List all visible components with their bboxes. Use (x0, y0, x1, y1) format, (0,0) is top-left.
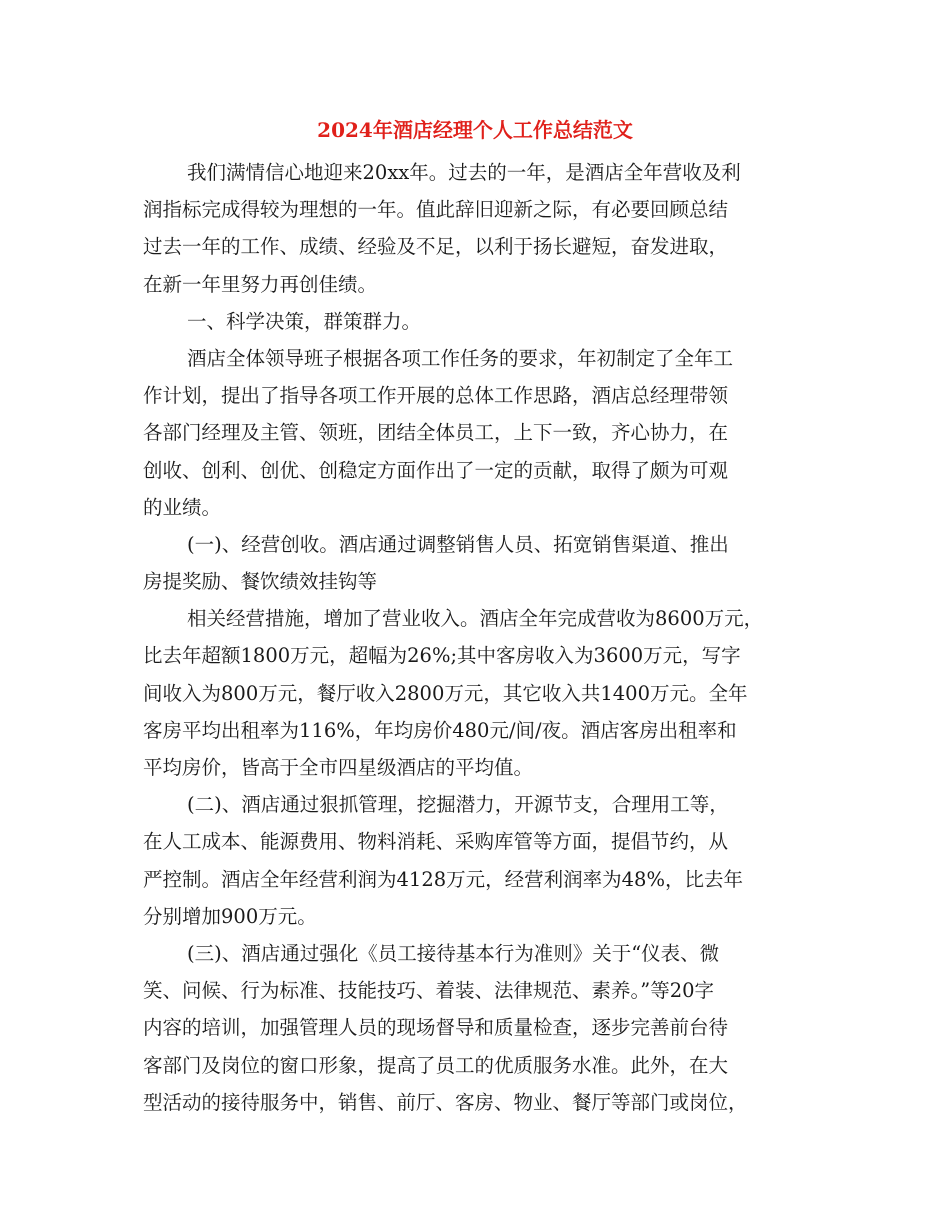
document-title: 2024年酒店经理个人工作总结范文 (317, 118, 633, 142)
text-line: 型活动的接待服务中，销售、前厅、客房、物业、餐厅等部门或岗位， (143, 1090, 748, 1114)
text-line: 相关经营措施，增加了营业收入。酒店全年完成营收为8600万元， (187, 607, 764, 631)
text-line: 客房平均出租率为116%，年均房价480元/间/夜。酒店客房出租率和 (143, 718, 737, 742)
text-line: 内容的培训，加强管理人员的现场督导和质量检查，逐步完善前台待 (143, 1016, 729, 1040)
text-line: 酒店全体领导班子根据各项工作任务的要求，年初制定了全年工 (187, 346, 734, 370)
text-line: (二)、酒店通过狠抓管理，挖掘潜力，开源节支，合理用工等， (187, 793, 729, 817)
text-line: 润指标完成得较为理想的一年。值此辞旧迎新之际，有必要回顾总结 (143, 198, 729, 222)
text-line: 房提奖励、餐饮绩效挂钩等 (143, 570, 378, 594)
text-line: 的业绩。 (143, 495, 222, 519)
text-line: 比去年超额1800万元，超幅为26%;其中客房收入为3600万元，写字 (143, 644, 741, 668)
text-line: 一、科学决策，群策群力。 (187, 309, 422, 333)
text-line: 创收、创利、创优、创稳定方面作出了一定的贡献，取得了颇为可观 (143, 458, 729, 482)
text-line: (一)、经营创收。酒店通过调整销售人员、拓宽销售渠道、推出 (187, 532, 729, 556)
text-line: 平均房价，皆高于全市四星级酒店的平均值。 (143, 756, 534, 779)
document-body (143, 154, 815, 1121)
text-line: 笑、问候、行为标准、技能技巧、着装、法律规范、素养。”等20字 (143, 979, 715, 1003)
text-line: 客部门及岗位的窗口形象，提高了员工的优质服务水准。此外，在大 (143, 1053, 729, 1077)
text-line: (三)、酒店通过强化《员工接待基本行为准则》关于“仪表、微 (187, 941, 720, 965)
text-line: 我们满情信心地迎来20xx年。过去的一年，是酒店全年营收及利 (187, 161, 741, 184)
text-line: 间收入为800万元，餐厅收入2800万元，其它收入共1400万元。全年 (143, 681, 748, 705)
text-line: 各部门经理及主管、领班，团结全体员工，上下一致，齐心协力，在 (143, 421, 729, 445)
text-line: 在新一年里努力再创佳绩。 (143, 272, 378, 296)
text-line: 在人工成本、能源费用、物料消耗、采购库管等方面，提倡节约，从 (143, 830, 729, 854)
text-line: 分别增加900万元。 (143, 904, 317, 928)
text-line: 作计划，提出了指导各项工作开展的总体工作思路，酒店总经理带领 (143, 384, 729, 408)
text-line: 严控制。酒店全年经营利润为4128万元，经营利润率为48%，比去年 (143, 867, 743, 891)
text-line: 过去一年的工作、成绩、经验及不足，以利于扬长避短，奋发进取， (143, 235, 729, 259)
